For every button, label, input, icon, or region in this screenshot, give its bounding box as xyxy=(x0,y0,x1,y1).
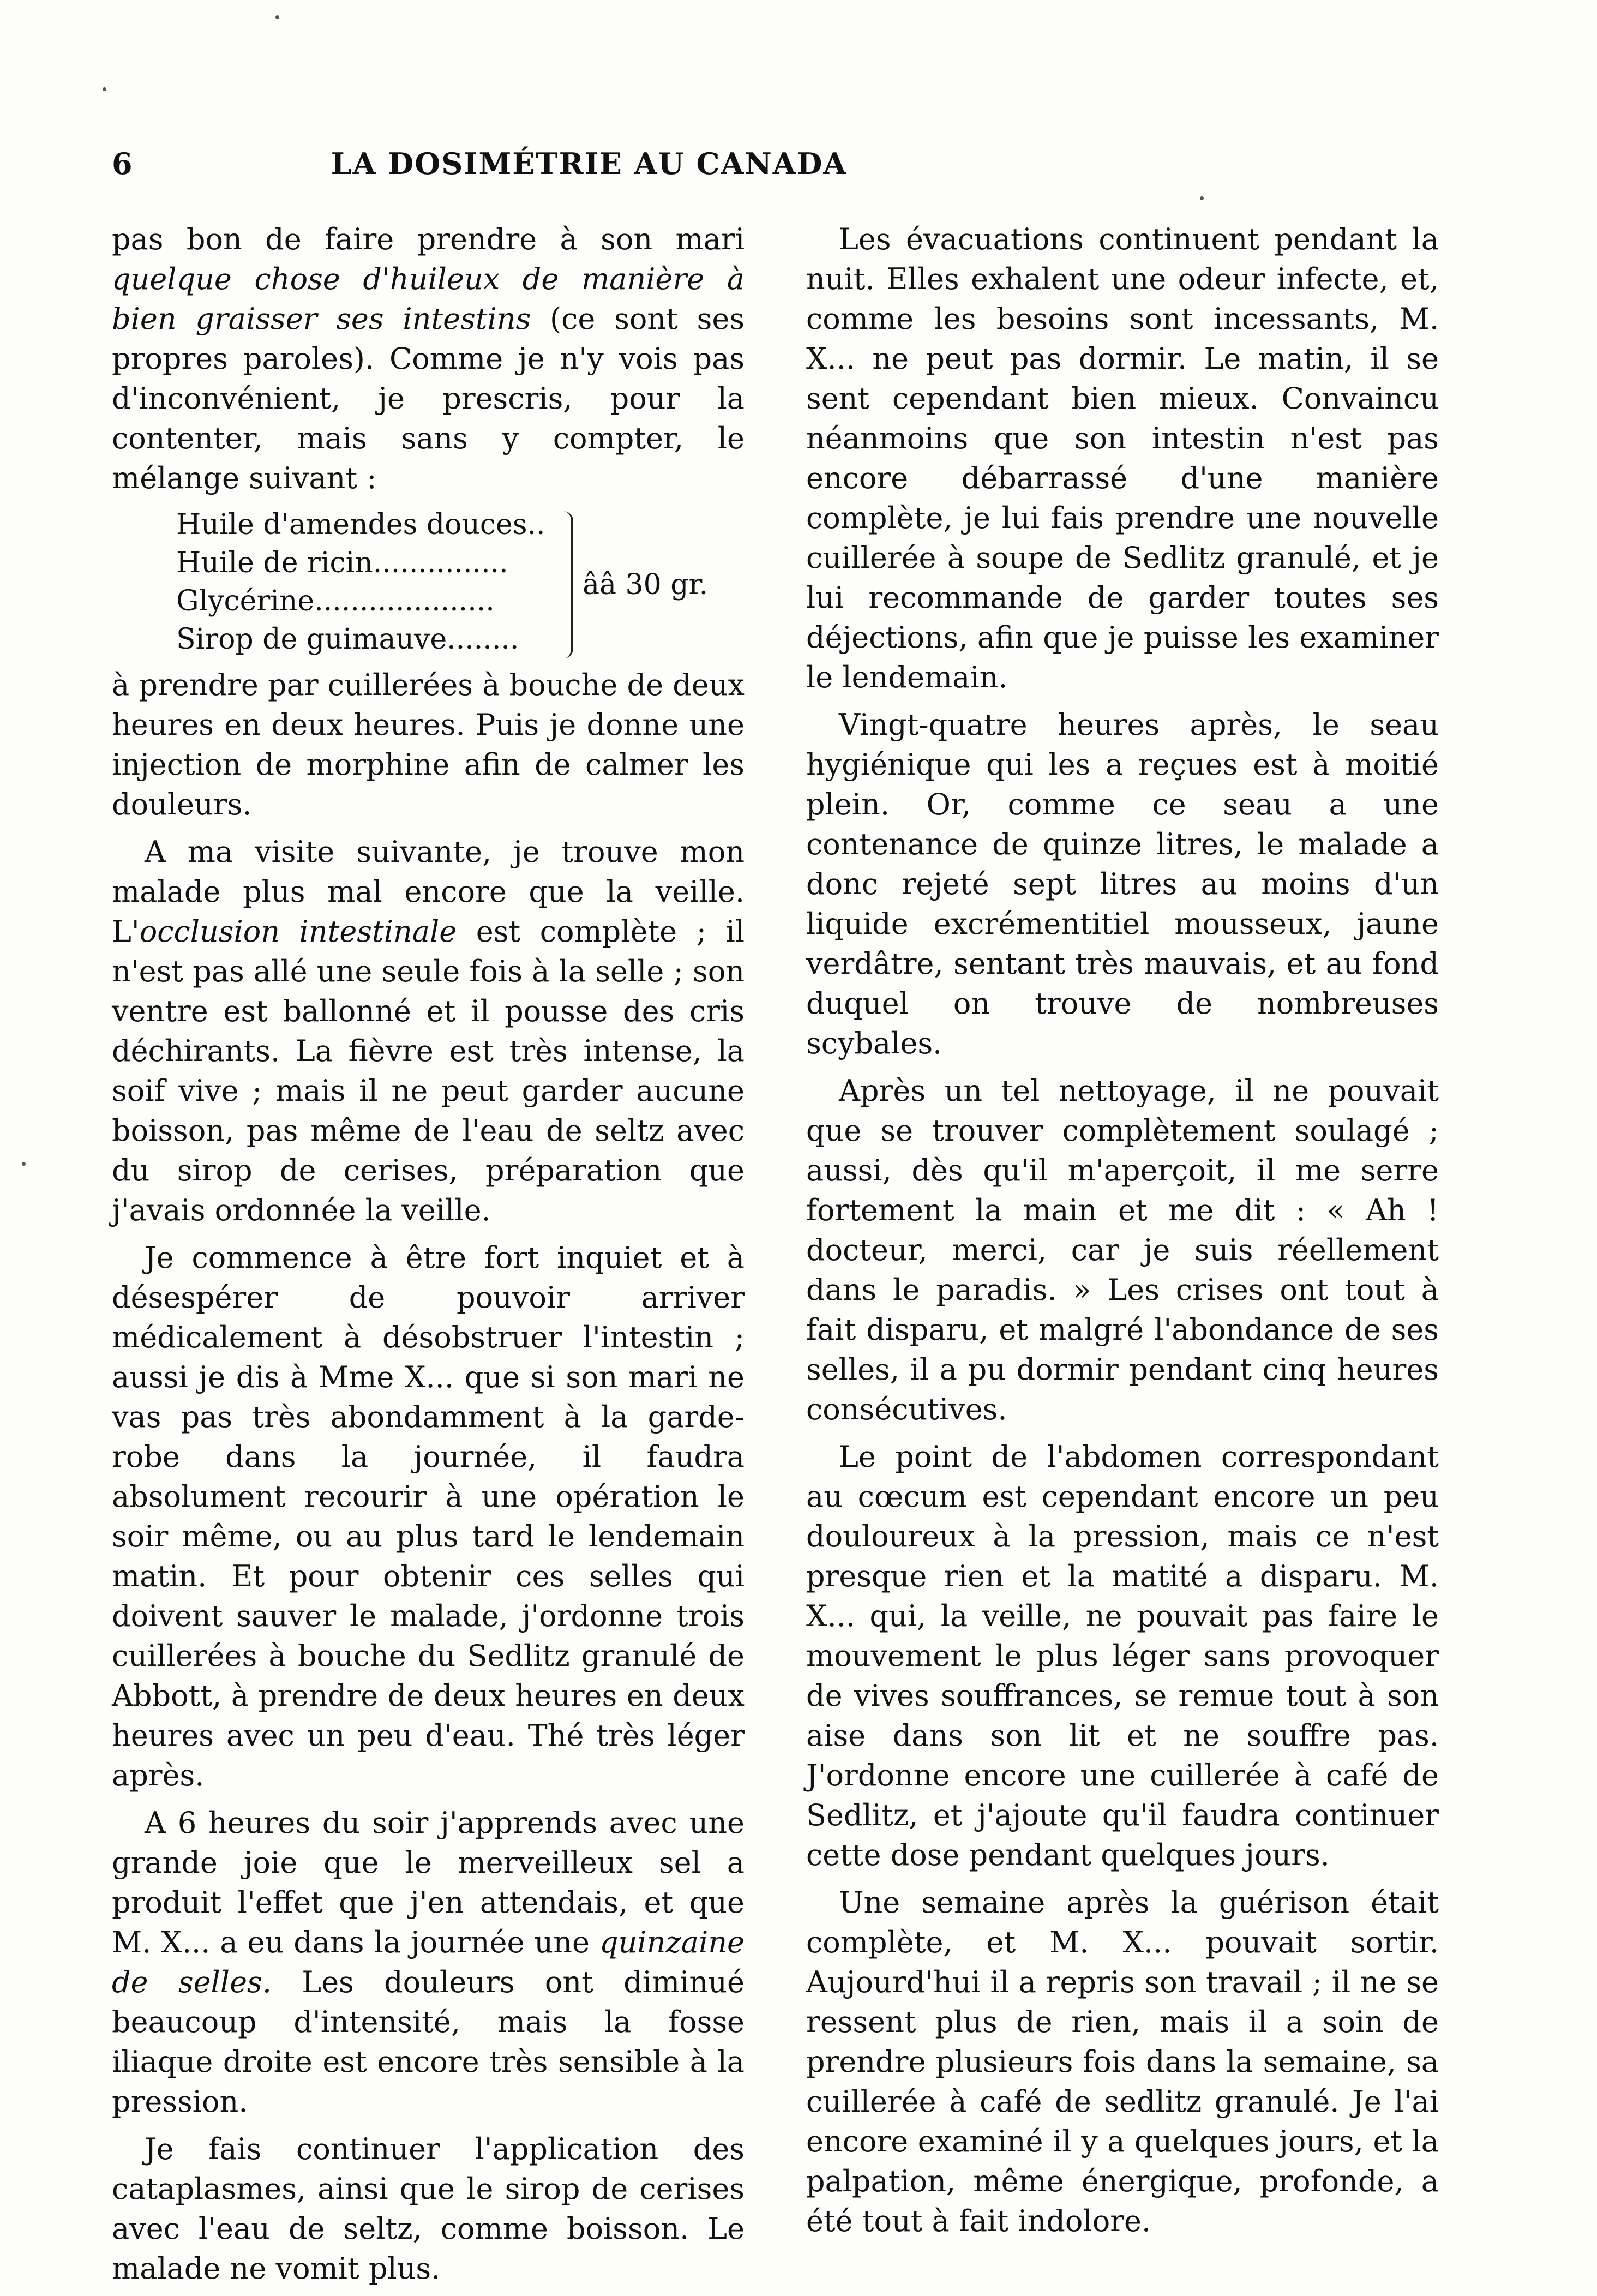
running-header xyxy=(112,146,1066,184)
text-run: est complète ; il n'est pas allé une seule fois à la selle ; son ventre est ballonné et il pousse des cris déchirants. La fièvre est très intense, la soif vive ; mais il ne peut garder aucune boisson, pas même de l'eau de seltz avec du sirop de cerises, préparation que j'avais ordonnée la veille. xyxy=(112,914,745,1227)
speck xyxy=(22,1162,26,1166)
paragraph xyxy=(112,1803,745,2121)
running-title: LA DOSIMÉTRIE AU CANADA xyxy=(331,146,848,181)
text-run: A ma visite suivante, je trouve mon malade plus mal encore que la veille. L' xyxy=(112,835,745,949)
prescription-formula xyxy=(176,506,745,665)
paragraph: Une semaine après la guérison était complète, et M. X... pouvait sortir. Aujourd'hui il a repris son travail ; il ne se ressent plus de rien, mais il a soin de prendre plusieurs fois dans la semaine, sa cuillerée à café de sedlitz granulé. Je l'ai encore examiné il y a quelques jours, et la palpation, même énergique, profonde, a été tout à fait indolore. xyxy=(806,1885,1439,2238)
formula-item: Huile de ricin............... xyxy=(176,547,508,579)
paragraph: Après un tel nettoyage, il ne pouvait que se trouver complètement soulagé ; aussi, dès qu'il m'aperçoit, il me serre fortement la main et me dit : « Ah ! docteur, merci, car je suis réellement dans le paradis. » Les crises ont tout à fait disparu, et malgré l'abondance de ses selles, il a pu dormir pendant cinq heures consécutives. xyxy=(806,1074,1439,1426)
text-run: (ce sont ses propres paroles). Comme je n'y vois pas d'inconvénient, je prescris, pour la contenter, mais sans y compter, le mélange suivant : xyxy=(112,302,745,495)
italic-text: occlusion intestinale xyxy=(139,914,457,949)
paragraph: Le point de l'abdomen correspondant au cœcum est cependant encore un peu douloureux à la pression, mais ce n'est presque rien et la matité a disparu. M. X... qui, la veille, ne pouvait pas faire le mouvement le plus léger sans provoquer de vives souffrances, se remue tout à son aise dans son lit et ne souffre pas. J'ordonne encore une cuillerée à café de Sedlitz, et j'ajoute qu'il faudra continuer cette dose pendant quelques jours. xyxy=(806,1440,1439,1872)
text-run: Les douleurs ont diminué beaucoup d'intensité, mais la fosse iliaque droite est encore très sensible à la pression. xyxy=(112,1965,745,2119)
paragraph xyxy=(112,219,745,498)
right-column xyxy=(806,219,1439,2249)
paragraph: à prendre par cuillerées à bouche de deux heures en deux heures. Puis je donne une injection de morphine afin de calmer les douleurs. xyxy=(112,668,745,822)
paragraph: Je fais continuer l'application des cataplasmes, ainsi que le sirop de cerises avec l'eau de seltz, comme boisson. Le malade ne vomit plus. xyxy=(112,2132,745,2286)
speck xyxy=(1200,196,1204,200)
paragraph xyxy=(112,832,745,1230)
text-run: A 6 heures du soir j'apprends avec une grande joie que le merveilleux sel a produit l'effet que j'en attendais, et que M. X... a eu dans la journée une xyxy=(112,1806,745,1959)
italic-text: quinzaine de selles. xyxy=(112,1925,745,1999)
italic-text: quelque chose d'huileux de manière à bien graisser ses intestins xyxy=(112,262,745,336)
text-run: pas bon de faire prendre à son mari xyxy=(112,222,745,256)
formula-item: Sirop de guimauve........ xyxy=(176,623,519,656)
speck xyxy=(103,87,106,91)
paragraph: Vingt-quatre heures après, le seau hygiénique qui les a reçues est à moitié plein. Or, comme ce seau a une contenance de quinze litres, le malade a donc rejeté sept litres au moins d'un liquide excrémentitiel mousseux, jaune verdâtre, sentant très mauvais, et au fond duquel on trouve de nombreuses scybales. xyxy=(806,708,1439,1060)
left-column xyxy=(112,219,745,2296)
brace xyxy=(558,511,573,658)
speck xyxy=(275,15,279,19)
formula-item: Glycérine.................... xyxy=(176,585,495,618)
paragraph: Les évacuations continuent pendant la nuit. Elles exhalent une odeur infecte, et, comme les besoins sont incessants, M. X... ne peut pas dormir. Le matin, il se sent cependant bien mieux. Convaincu néanmoins que son intestin n'est pas encore débarrassé d'une manière complète, je lui fais prendre une nouvelle cuillerée à soupe de Sedlitz granulé, et je lui recommande de garder toutes ses déjections, afin que je puisse les examiner le lendemain. xyxy=(806,222,1439,694)
formula-item: Huile d'amendes douces.. xyxy=(176,508,545,541)
formula-dose: ââ 30 gr. xyxy=(583,568,709,601)
paragraph: Je commence à être fort inquiet et à désespérer de pouvoir arriver médicalement à désobstruer l'intestin ; aussi je dis à Mme X... que si son mari ne vas pas très abondamment à la garde-robe dans la journée, il faudra absolument recourir à une opération le soir même, ou au plus tard le lendemain matin. Et pour obtenir ces selles qui doivent sauver le malade, j'ordonne trois cuillerées à bouche du Sedlitz granulé de Abbott, à prendre de deux heures en deux heures avec un peu d'eau. Thé très léger après. xyxy=(112,1240,745,1793)
page-number: 6 xyxy=(112,146,134,181)
